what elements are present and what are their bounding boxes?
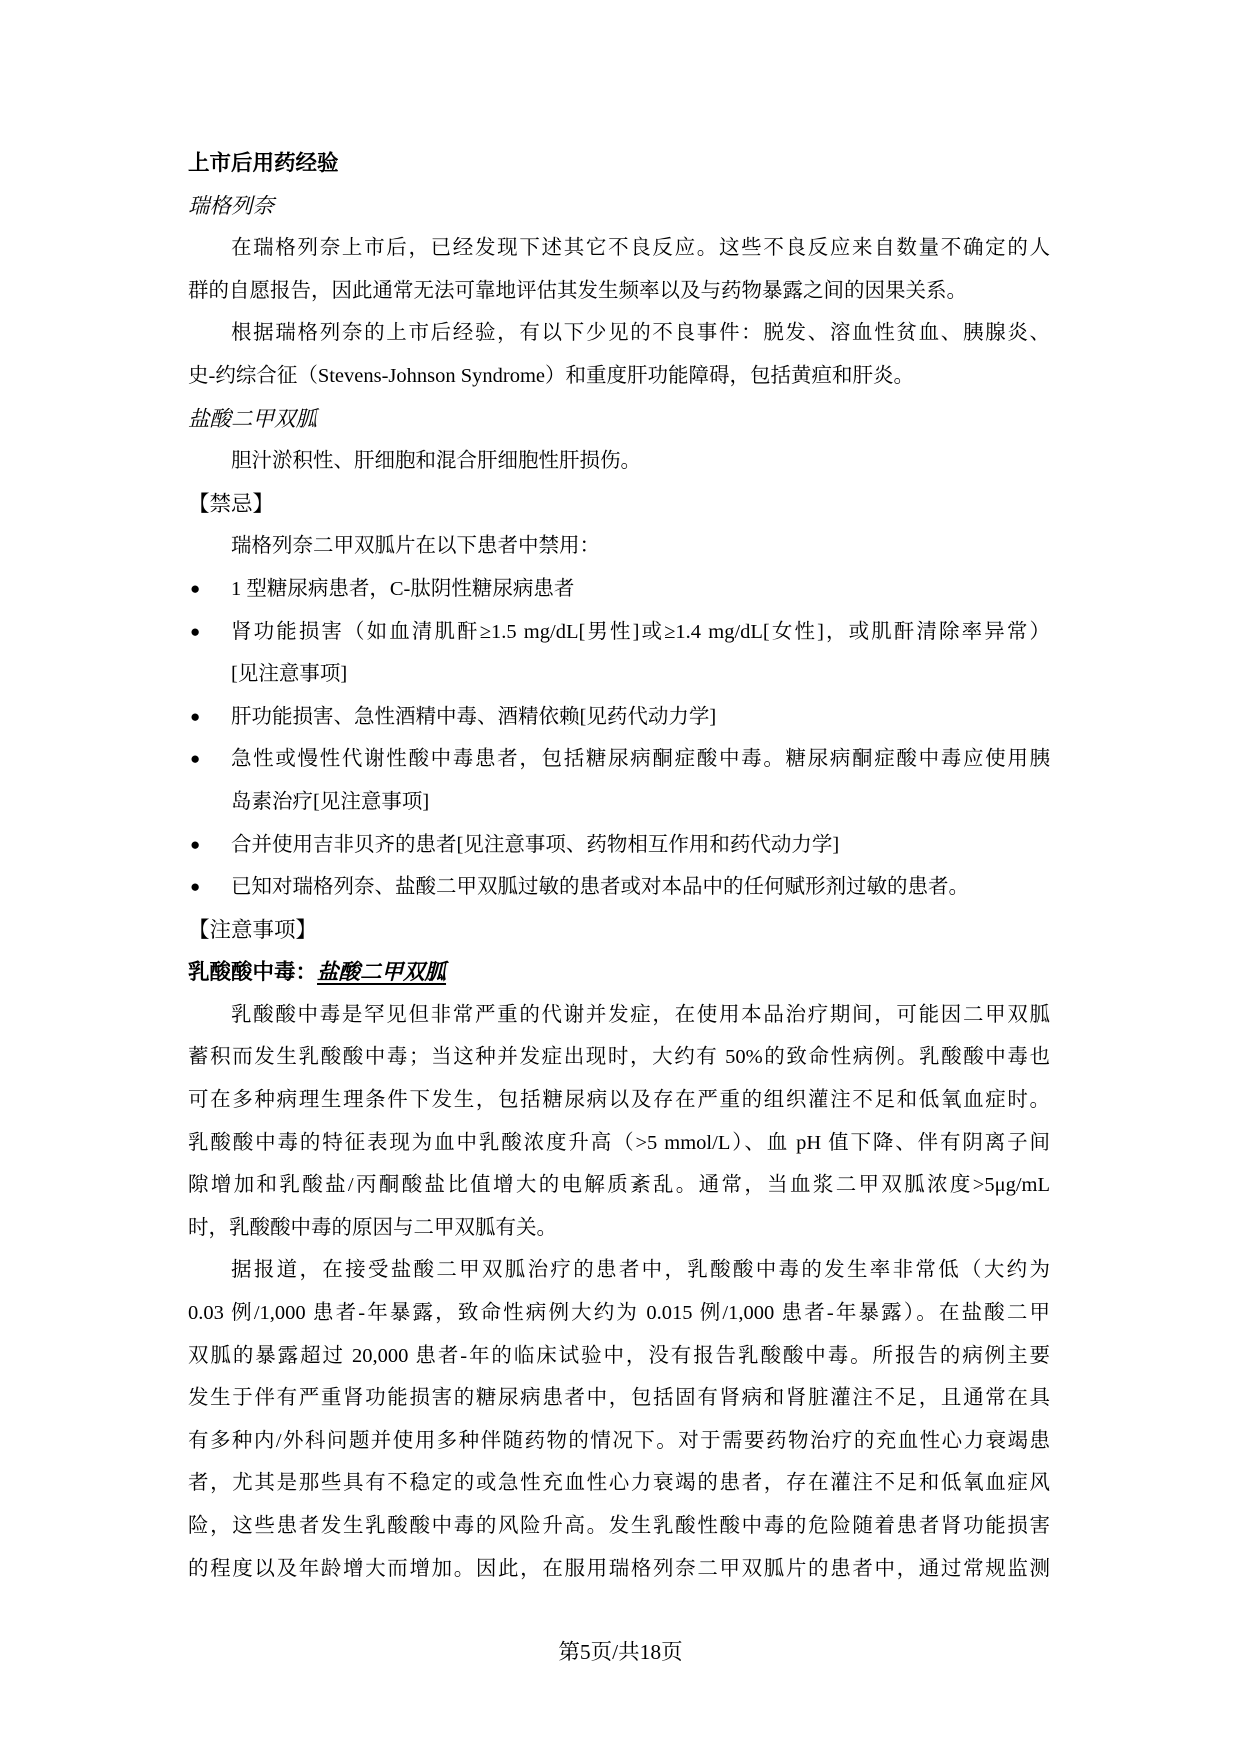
paragraph-line: 群的自愿报告，因此通常无法可靠地评估其发生频率以及与药物暴露之间的因果关系。: [188, 279, 967, 302]
paragraph-line: 双胍的暴露超过 20,000 患者-年的临床试验中，没有报告乳酸酸中毒。所报告的病例主要: [188, 1344, 1050, 1367]
paragraph-line: 根据瑞格列奈的上市后经验，有以下少见的不良事件：脱发、溶血性贫血、胰腺炎、: [231, 322, 1050, 345]
bullet-icon: ●: [190, 877, 201, 897]
paragraph-line: 据报道，在接受盐酸二甲双胍治疗的患者中，乳酸酸中毒的发生率非常低（大约为: [231, 1259, 1050, 1282]
list-item-continuation: [见注意事项]: [231, 663, 348, 686]
bracket-section-heading: 【禁忌】: [188, 491, 275, 516]
paragraph-line: 瑞格列奈二甲双胍片在以下患者中禁用：: [231, 535, 600, 558]
paragraph-line: 可在多种病理生理条件下发生，包括糖尿病以及存在严重的组织灌注不足和低氧血症时。: [188, 1089, 1050, 1112]
paragraph-line: 蓄积而发生乳酸酸中毒；当这种并发症出现时，大约有 50%的致命性病例。乳酸酸中毒也: [188, 1046, 1050, 1069]
bullet-icon: ●: [190, 578, 201, 598]
list-item: ● 1 型糖尿病患者，C-肽阴性糖尿病患者: [188, 568, 1050, 611]
warning-heading: [188, 951, 1050, 994]
paragraph-line: 隙增加和乳酸盐/丙酮酸盐比值增大的电解质紊乱。通常，当血浆二甲双胍浓度>5μg/mL: [188, 1174, 1050, 1197]
list-item-continuation: 岛素治疗[见注意事项]: [231, 790, 430, 813]
paragraph-line: 者，尤其是那些具有不稳定的或急性充血性心力衰竭的患者，存在灌注不足和低氧血症风: [188, 1472, 1050, 1495]
paragraph-line: 乳酸酸中毒的特征表现为血中乳酸浓度升高（>5 mmol/L）、血 pH 值下降、伴有阴离子间: [188, 1131, 1050, 1154]
bullet-icon: ●: [190, 834, 201, 854]
list-item: ● 已知对瑞格列奈、盐酸二甲双胍过敏的患者或对本品中的任何赋形剂过敏的患者。: [188, 866, 1050, 909]
paragraph-line: 史-约综合征（Stevens-Johnson Syndrome）和重度肝功能障碍，包括黄疸和肝炎。: [188, 364, 915, 387]
bracket-section-heading: 【注意事项】: [188, 917, 318, 942]
lactic-acidosis-heading-label: 乳酸酸中毒：: [188, 960, 318, 985]
bullet-icon: ●: [190, 621, 201, 641]
list-item: ● 急性或慢性代谢性酸中毒患者，包括糖尿病酮症酸中毒。糖尿病酮症酸中毒应使用胰: [188, 738, 1050, 781]
list-item: ● 合并使用吉非贝齐的患者[见注意事项、药物相互作用和药代动力学]: [188, 824, 1050, 867]
paragraph-line: 险，这些患者发生乳酸酸中毒的风险升高。发生乳酸性酸中毒的危险随着患者肾功能损害: [188, 1515, 1050, 1537]
paragraph-line: 的程度以及年龄增大而增加。因此，在服用瑞格列奈二甲双胍片的患者中，通过常规监测: [188, 1557, 1050, 1580]
page-number-footer: 第5页/共18页: [558, 1640, 683, 1664]
list-item: ● 肾功能损害（如血清肌酐≥1.5 mg/dL[男性]或≥1.4 mg/dL[女性]，或肌酐清除率异常）: [188, 611, 1050, 654]
paragraph-line: 在瑞格列奈上市后，已经发现下述其它不良反应。这些不良反应来自数量不确定的人: [231, 237, 1050, 260]
section-heading: 上市后用药经验: [188, 151, 339, 175]
paragraph-line: 0.03 例/1,000 患者-年暴露，致命性病例大约为 0.015 例/1,000 患者-年暴露）。在盐酸二甲: [188, 1302, 1050, 1325]
paragraph-line: 发生于伴有严重肾功能损害的糖尿病患者中，包括固有肾病和肾脏灌注不足，且通常在具: [188, 1387, 1050, 1410]
paragraph-line: 乳酸酸中毒是罕见但非常严重的代谢并发症，在使用本品治疗期间，可能因二甲双胍: [231, 1003, 1050, 1026]
drug-name-subheading: 瑞格列奈: [188, 193, 275, 218]
metformin-hydrochloride-heading-label: 盐酸二甲双胍: [317, 960, 447, 985]
document-body: [188, 142, 1050, 1590]
drug-name-subheading: 盐酸二甲双胍: [188, 406, 318, 431]
bullet-icon: ●: [190, 749, 201, 769]
paragraph-line: 胆汁淤积性、肝细胞和混合肝细胞性肝损伤。: [231, 450, 641, 473]
paragraph-line: 有多种内/外科问题并使用多种伴随药物的情况下。对于需要药物治疗的充血性心力衰竭患: [188, 1429, 1050, 1452]
list-item: ● 肝功能损害、急性酒精中毒、酒精依赖[见药代动力学]: [188, 696, 1050, 739]
paragraph-line: 时，乳酸酸中毒的原因与二甲双胍有关。: [188, 1216, 557, 1239]
bullet-icon: ●: [190, 706, 201, 726]
